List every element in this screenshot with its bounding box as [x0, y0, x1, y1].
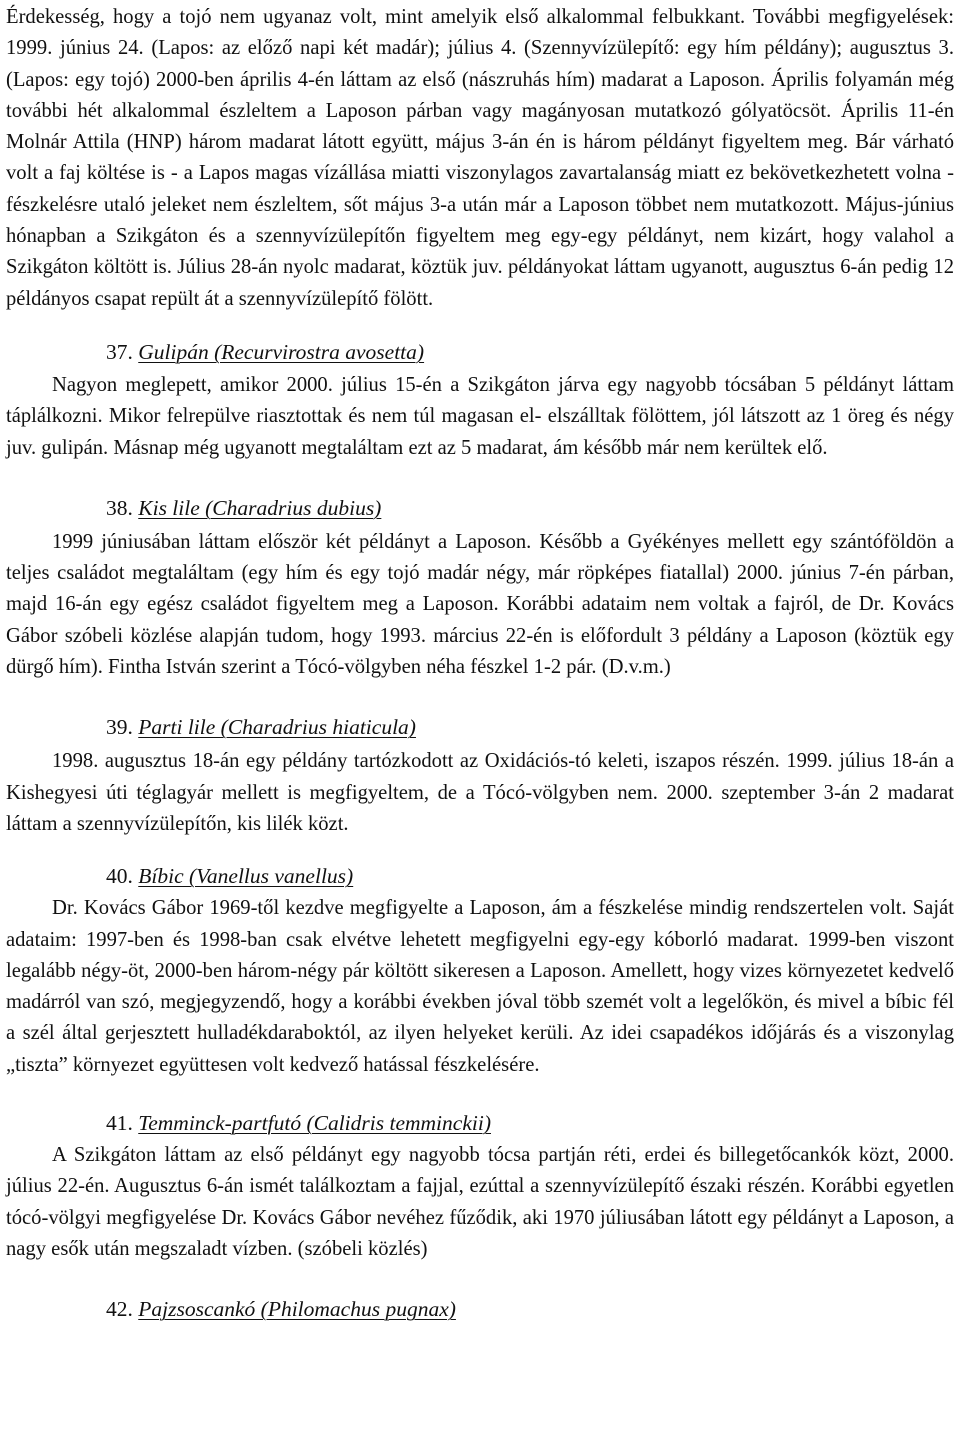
section-paragraph-parti-lile: 1998. augusztus 18-án egy példány tartózkodott az Oxidációs-tó keleti, iszapos részén. 1999. július 18-án a Kishegyesi úti téglagyár mellett is megfigyeltem, de a Tócó-völgyben nem. 2000. szeptember 3-án 2 madarat láttam a szennyvízülepítőn, kis lilék közt.: [6, 750, 954, 835]
species-name: Parti lile (Charadrius hiaticula): [138, 715, 416, 740]
section-number: 39.: [106, 715, 133, 740]
section-paragraph-temminck-partfuto: A Szikgáton láttam az első példányt egy nagyobb tócsa partján réti, erdei és billegetőcankók közt, 2000. július 22-én. Augusztus 6-án ismét találkoztam a fajjal, ezúttal a szennyvízülepítő északi részén. Korábbi egyetlen tócó-völgyi megfigyelése Dr. Kovács Gábor nevéhez fűződik, aki 1970 júliusában látott egy példányt a Laposon, a nagy esők után megszaladt vízben. (szóbeli közlés): [6, 1144, 954, 1260]
section-heading-pajzsoscanko: [6, 1294, 954, 1325]
section-number: 42.: [106, 1297, 133, 1322]
section-heading-bibic: [6, 861, 954, 892]
section-number: 37.: [106, 339, 133, 364]
section-number: 41.: [106, 1111, 133, 1136]
section-heading-parti-lile: [6, 712, 954, 743]
section-paragraph-bibic: Dr. Kovács Gábor 1969-től kezdve megfigyelte a Laposon, ám a fészkelése mindig rendszertelen volt. Saját adataim: 1997-ben és 1998-ban csak elvétve lehetett megfigyelni egy-egy kóborló madarat. 1999-ben viszont legalább négy-öt, 2000-ben három-négy pár költött sikeresen a Laposon. Amellett, hogy vizes környezetet kedvelő madárról van szó, megjegyzendő, hogy a korábbi években jóval több szemét volt a legelőkön, és mivel a bíbic fél a szél által gerjesztett hulladékdaraboktól, az ilyen helyeket kerüli. Az idei csapadékos időjárás és a viszonylag „tiszta” környezet együttesen volt kedvező hatással fészkelésére.: [6, 897, 954, 1076]
species-name: Kis lile (Charadrius dubius): [138, 495, 382, 520]
species-name: Gulipán (Recurvirostra avosetta): [138, 339, 425, 364]
species-name: Temminck-partfutó (Calidris temminckii): [138, 1111, 491, 1136]
section-paragraph-gulipan: Nagyon meglepett, amikor 2000. július 15-én a Szikgáton járva egy nagyobb tócsában 5 példányt láttam táplálkozni. Mikor felrepülve riasztottak és nem túl magasan el- elszálltak fölöttem, jól látszott az 1 öreg és négy juv. gulipán. Másnap még ugyanott megtaláltam ezt az 5 madarat, ám később már nem kerültek elő.: [6, 373, 954, 459]
species-name: Pajzsoscankó (Philomachus pugnax): [138, 1297, 456, 1322]
intro-paragraph: Érdekesség, hogy a tojó nem ugyanaz volt, mint amelyik első alkalommal felbukkant. További megfigyelések: 1999. június 24. (Lapos: az előző napi két madár); július 4. (Szennyvízülepítő: egy hím példány); augusztus 3. (Lapos: egy tojó) 2000-ben április 4-én láttam az első (nászruhás hím) madarat a Laposon. Április folyamán még további hét alkalommal észleltem a Laposon párban vagy magányosan mutatkozó gólyatöcsöt. Április 11-én Molnár Attila (HNP) három madarat látott együtt, május 3-án én is három példányt figyeltem meg. Bár várható volt a faj költése is - a Lapos magas vízállása miatti viszonylagos zavartalanság miatt ez bekövetkezhetett volna - fészkelésre utaló jeleket nem észleltem, sőt május 3-a után már a Laposon többet nem mutatkozott. Május-június hónapban a Szikgáton és a szennyvízülepítőn figyeltem meg egy-egy példányt, nem kizárt, hogy valahol a Szikgáton költött is. Július 28-án nyolc madarat, köztük juv. példányokat láttam ugyanott, augusztus 6-án pedig 12 példányos csapat repült át a szennyvízülepítő fölött.: [6, 6, 954, 310]
section-number: 38.: [106, 495, 133, 520]
section-heading-temminck-partfuto: [6, 1108, 954, 1139]
section-number: 40.: [106, 864, 133, 889]
section-heading-kis-lile: [6, 493, 954, 524]
section-paragraph-kis-lile: 1999 júniusában láttam először két példányt a Laposon. Később a Gyékényes mellett egy szántóföldön a teljes családot megtaláltam (egy hím és egy tojó madár négy, már röpképes fiatallal) 2000. június 7-én párban, majd 16-án egy egész családot figyeltem meg a Laposon. Korábbi adataim nem voltak a fajról, de Dr. Kovács Gábor szóbeli közlése alapján tudom, hogy 1993. március 22-én is előfordult 3 példány a Laposon (köztük egy dürgő hím). Fintha István szerint a Tócó-völgyben néha fészkel 1-2 pár. (D.v.m.): [6, 530, 954, 679]
species-name: Bíbic (Vanellus vanellus): [138, 864, 354, 889]
section-heading-gulipan: [6, 337, 954, 368]
